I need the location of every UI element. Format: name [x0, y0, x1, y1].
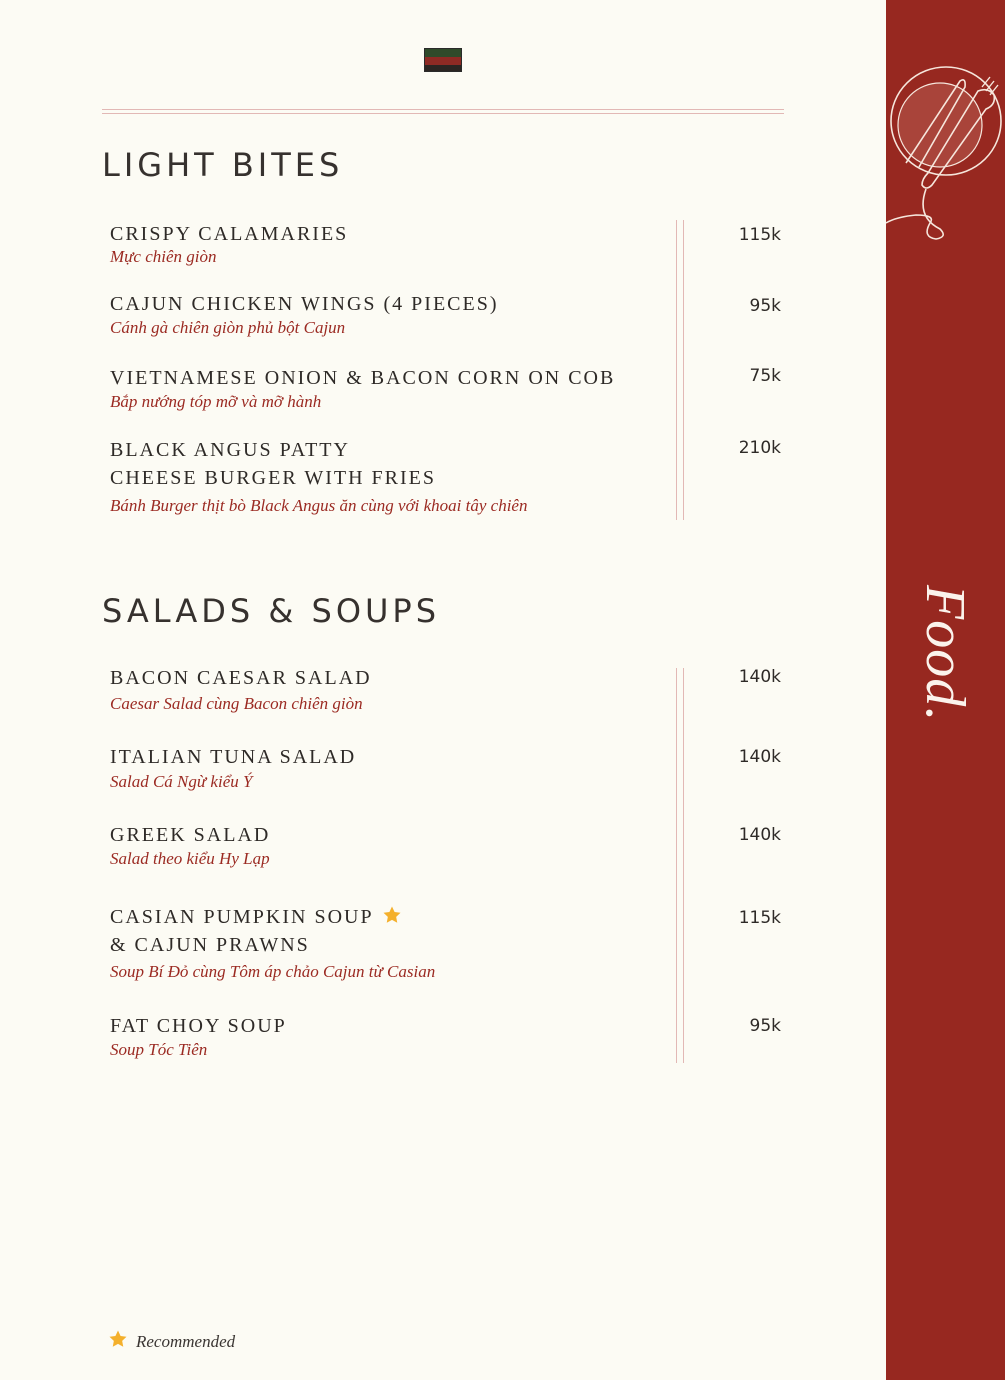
section-title-light-bites: LIGHT BITES	[102, 146, 344, 184]
item-price: 140k	[738, 747, 781, 767]
item-name-line2: CHEESE BURGER WITH FRIES	[110, 467, 436, 489]
star-icon	[382, 905, 402, 925]
logo-band-red	[425, 57, 461, 65]
item-price: 140k	[738, 825, 781, 845]
top-divider	[102, 109, 784, 114]
legend	[108, 1329, 235, 1351]
section-title-salads-soups: SALADS & SOUPS	[102, 592, 441, 630]
logo-mark	[424, 48, 462, 72]
price-divider	[676, 220, 684, 520]
item-name-line1	[110, 903, 402, 931]
item-price: 140k	[738, 667, 781, 687]
price-divider	[676, 668, 684, 1063]
item-name: GREEK SALAD	[110, 824, 271, 846]
item-price: 75k	[749, 366, 781, 386]
star-icon	[108, 1329, 128, 1349]
item-subtitle: Mực chiên giòn	[110, 247, 217, 266]
item-subtitle: Salad Cá Ngừ kiểu Ý	[110, 772, 253, 791]
item-price: 95k	[749, 1016, 781, 1036]
item-name: VIETNAMESE ONION & BACON CORN ON COB	[110, 367, 616, 389]
item-name: CAJUN CHICKEN WINGS (4 PIECES)	[110, 293, 499, 315]
item-name: ITALIAN TUNA SALAD	[110, 746, 357, 768]
sidebar-label: Food.	[914, 585, 976, 723]
item-name-line2: & CAJUN PRAWNS	[110, 934, 310, 956]
item-price: 115k	[738, 908, 781, 928]
item-subtitle: Cánh gà chiên giòn phủ bột Cajun	[110, 318, 346, 337]
item-name-line1: BLACK ANGUS PATTY	[110, 439, 350, 461]
item-name: BACON CAESAR SALAD	[110, 667, 372, 689]
item-subtitle: Bánh Burger thịt bò Black Angus ăn cùng với khoai tây chiên	[110, 496, 528, 515]
item-price: 115k	[738, 225, 781, 245]
item-name: FAT CHOY SOUP	[110, 1015, 287, 1037]
legend-label: Recommended	[136, 1332, 236, 1351]
logo-band-dark	[425, 65, 461, 72]
logo-band-green	[425, 49, 461, 57]
item-subtitle: Salad theo kiểu Hy Lạp	[110, 849, 270, 868]
item-subtitle: Caesar Salad cùng Bacon chiên giòn	[110, 694, 363, 713]
item-subtitle: Bắp nướng tóp mỡ và mỡ hành	[110, 392, 322, 411]
item-subtitle: Soup Tóc Tiên	[110, 1040, 208, 1059]
item-name: CRISPY CALAMARIES	[110, 223, 349, 245]
plate-fork-knife-icon	[886, 55, 1005, 245]
item-subtitle: Soup Bí Đỏ cùng Tôm áp chảo Cajun từ Casian	[110, 962, 436, 981]
item-name-text: CASIAN PUMPKIN SOUP	[110, 906, 374, 928]
item-price: 210k	[738, 438, 781, 458]
item-price: 95k	[749, 296, 781, 316]
